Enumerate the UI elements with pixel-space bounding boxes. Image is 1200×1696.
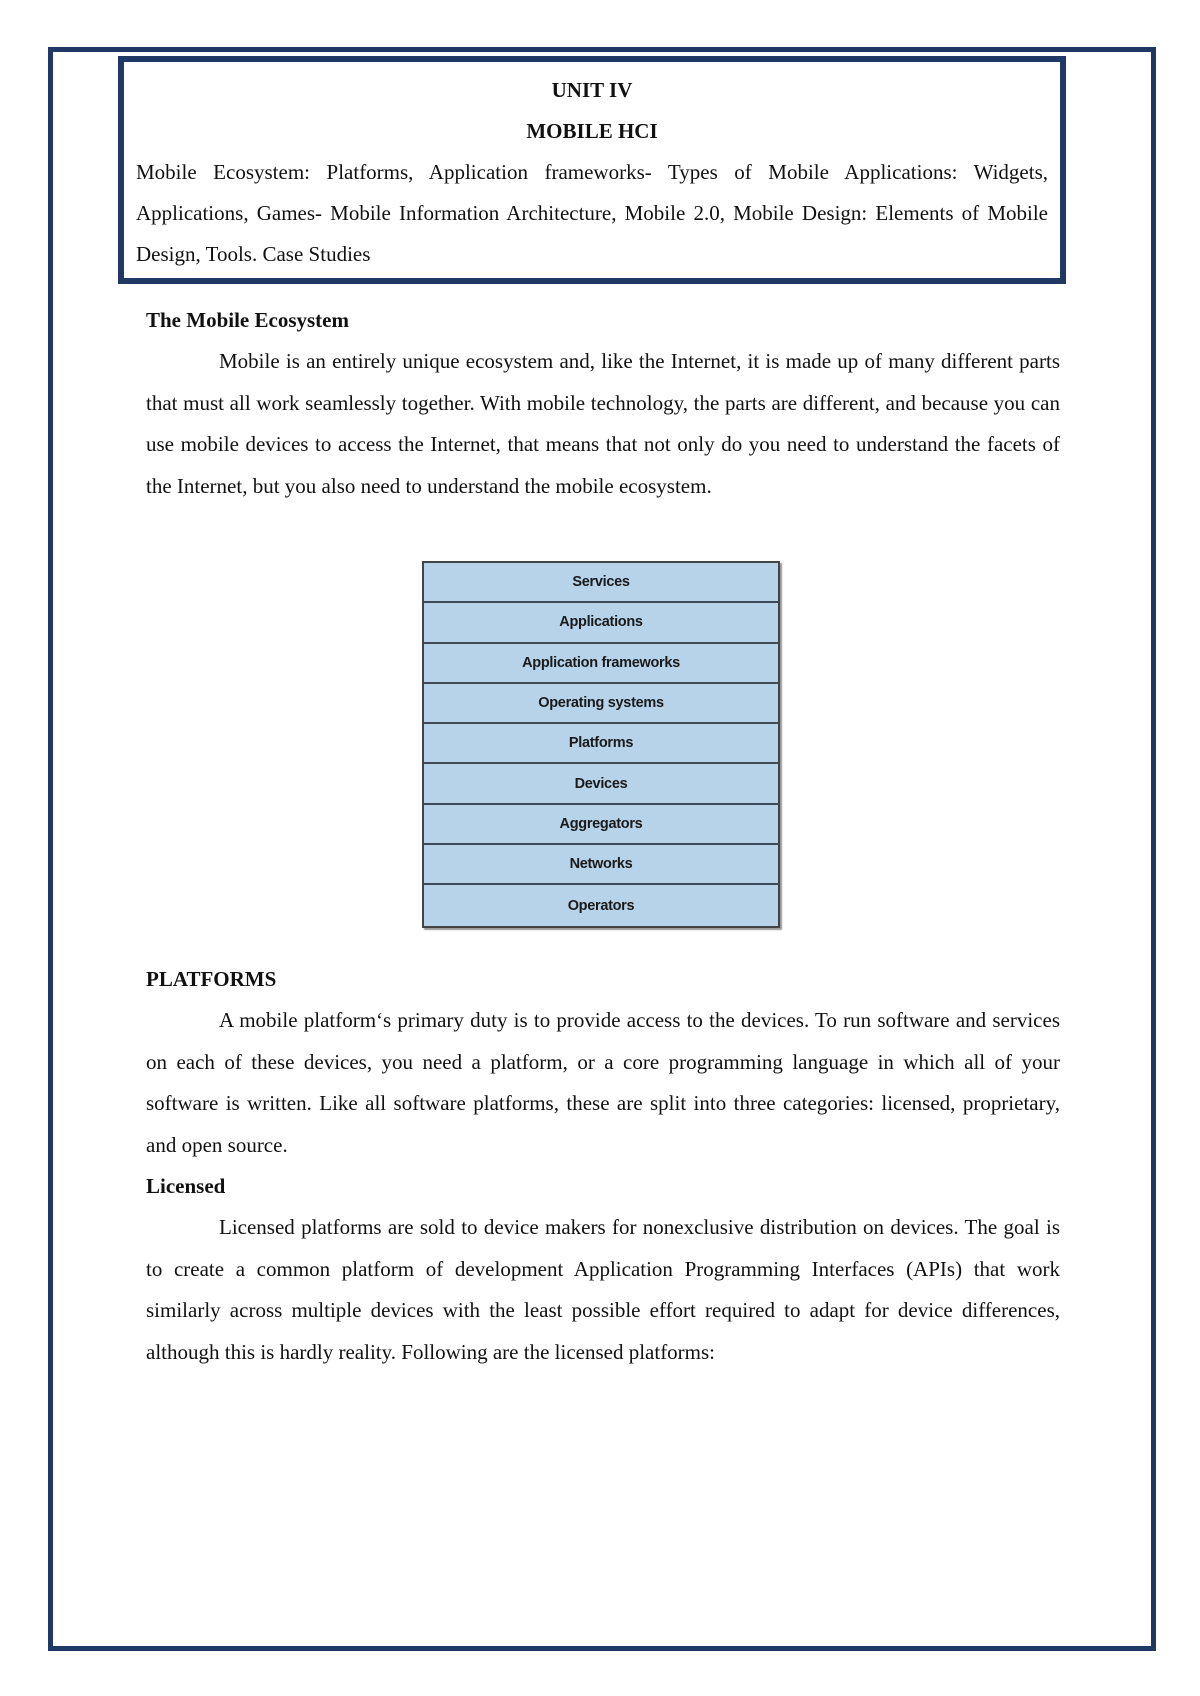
unit-title: MOBILE HCI bbox=[526, 119, 658, 143]
ecosystem-heading: The Mobile Ecosystem bbox=[146, 308, 349, 332]
platforms-section bbox=[146, 959, 1060, 1373]
diagram-layer: Networks bbox=[424, 845, 778, 885]
licensed-heading: Licensed bbox=[146, 1174, 226, 1198]
diagram-layer: Operators bbox=[424, 885, 778, 925]
platforms-heading: PLATFORMS bbox=[146, 967, 277, 991]
diagram-layer: Application frameworks bbox=[424, 644, 778, 684]
mobile-ecosystem-layer-diagram bbox=[422, 561, 780, 928]
platforms-paragraph: A mobile platform‘s primary duty is to provide access to the devices. To run software and services on each of these devices, you need a platform, or a core programming language in which all of your software is written. Like all software platforms, these are split into three categories: licensed, proprietary, and open source. bbox=[146, 1008, 1060, 1157]
diagram-layer: Devices bbox=[424, 764, 778, 804]
ecosystem-section bbox=[146, 300, 1060, 507]
diagram-layer: Operating systems bbox=[424, 684, 778, 724]
diagram-layer: Applications bbox=[424, 603, 778, 643]
diagram-layer: Platforms bbox=[424, 724, 778, 764]
licensed-paragraph: Licensed platforms are sold to device makers for nonexclusive distribution on devices. The goal is to create a common platform of development Application Programming Interfaces (APIs) that work similarly across multiple devices with the least possible effort required to adapt for device differences, although this is hardly reality. Following are the licensed platforms: bbox=[146, 1215, 1060, 1364]
ecosystem-paragraph: Mobile is an entirely unique ecosystem and, like the Internet, it is made up of many different parts that must all work seamlessly together. With mobile technology, the parts are different, and because you can use mobile devices to access the Internet, that means that not only do you need to understand the facets of the Internet, but you also need to understand the mobile ecosystem. bbox=[146, 349, 1060, 498]
unit-number: UNIT IV bbox=[551, 78, 633, 102]
unit-header-box bbox=[118, 56, 1066, 284]
unit-syllabus: Mobile Ecosystem: Platforms, Application frameworks- Types of Mobile Applications: Widgets, Applications, Games- Mobile Information Architecture, Mobile 2.0, Mobile Design: Elements of Mobile Design, Tools. Case Studies bbox=[136, 160, 1048, 266]
diagram-layer: Aggregators bbox=[424, 805, 778, 845]
diagram-layer: Services bbox=[424, 563, 778, 603]
